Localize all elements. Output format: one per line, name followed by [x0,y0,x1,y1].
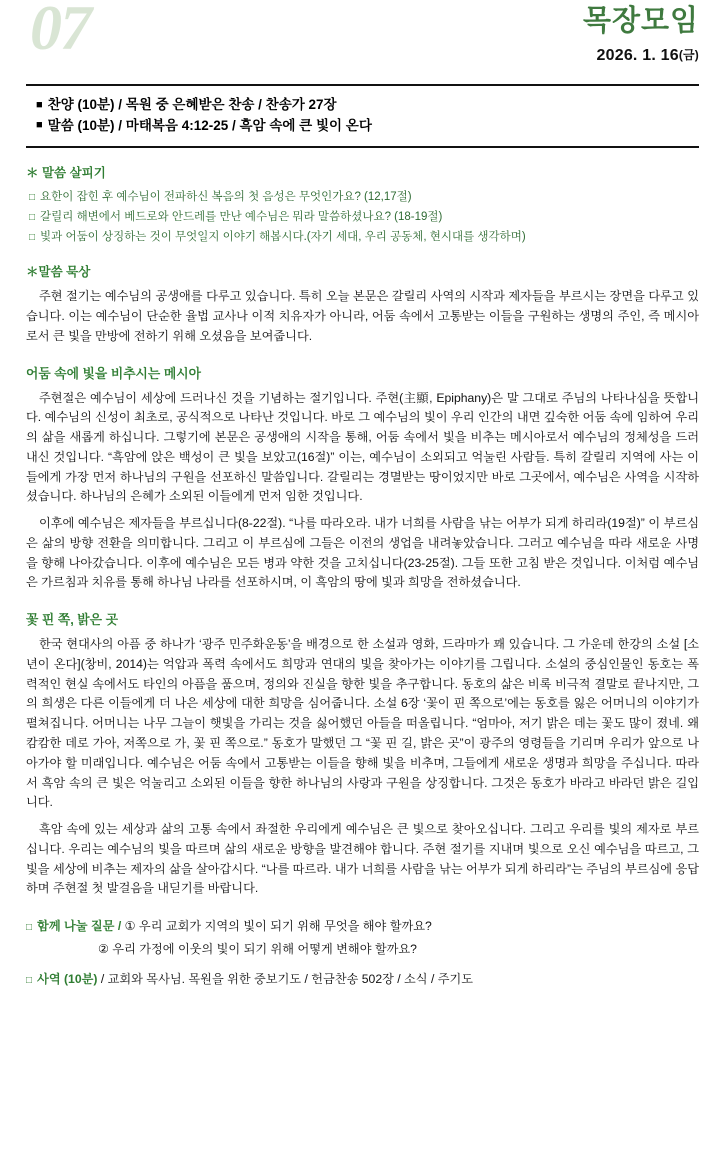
share-questions-line [26,915,699,938]
list-item [26,227,699,247]
footer-block [26,915,699,991]
subsection-title-1: 어둠 속에 빛을 비추시는 메시아 [26,365,201,381]
order-of-service-box [26,84,699,148]
word-study-question-list [26,187,699,247]
ministry-label: 사역 (10분) [37,972,98,987]
question-text: 요한이 잡힌 후 예수님이 전파하신 복음의 첫 음성은 무엇인가요? (12,17절) [40,190,412,203]
ministry-text: / 교회와 목사님. 목원을 위한 중보기도 / 헌금찬송 502장 / 소식 / 주기도 [100,972,474,987]
checkbox-icon: □ [26,922,33,934]
page-title: 목장모임 [582,5,699,37]
lesson-number: 07 [30,0,90,63]
ministry-line [26,968,699,991]
page-header [26,0,699,78]
date-label [583,46,699,65]
question-text: 갈릴리 해변에서 베드로와 안드레를 만난 예수님은 뭐라 말씀하셨나요? (18-19절) [40,210,443,223]
header-right-block [583,6,699,65]
checkbox-icon: □ [29,232,36,244]
question-text: 빛과 어둠이 상징하는 것이 무엇일지 이야기 해봅시다.(자기 세대, 우리 공동체, 현시대를 생각하며) [40,231,526,244]
subsection-title-2: 꽃 핀 쪽, 밝은 곳 [26,612,118,628]
meditation-intro-paragraph: 주현 절기는 예수님의 공생애를 다루고 있습니다. 특히 오늘 본문은 갈릴리 사역의 시작과 제자들을 부르시는 장면을 다루고 있습니다. 이는 예수님이 단순한 율법 교사나 이적 치유자가 아니라, 어둠 속에서 고통받는 이들을 구원하는 생명의 주인, 즉 메시아로서 큰 빛을 만방에 전하기 위해 오셨음을 보여줍니다. [26,289,699,343]
list-item [26,187,699,207]
order-line-praise [36,95,695,116]
order-line-message-text: 말씀 (10분) / 마태복음 4:12-25 / 흑암 속에 큰 빛이 온다 [47,117,372,133]
subsection-2-paragraph-1: 한국 현대사의 아픔 중 하나가 ‘광주 민주화운동’을 배경으로 한 소설과 영화, 드라마가 꽤 있습니다. 그 가운데 한강의 소설 [소년이 온다](창비, 2014)는 억압과 폭력 속에서도 희망과 연대의 빛을 찾아가는 이야기를 그립니다. 소설의 중심인물인 동호는 폭력적인 현실 속에서도 타인의 아픔을 품으며, 정의와 진실을 향한 빛을 추구합니다. 동호의 삶은 비록 비극적 결말로 끝나지만, 그의 희생은 다른 이들에게 더 나은 세상에 대한 희망을 심어줍니다. 소설 6장 ‘꽃이 핀 쪽으로’에는 동호를 잃은 어머니의 이야기가 펼쳐집니다. 어머니는 나무 그늘이 햇빛을 가리는 것을 싫어했던 아들을 떠올립니다. “엄마아, 저기 밝은 데는 꽃도 많이 졌네. 왜 캄캄한 데로 가아, 저쪽으로 가, 꽃 핀 쪽으로.” 동호가 말했던 그 “꽃 핀 길, 밝은 곳”이 광주의 영령들을 기리며 우리가 앞으로 나아가야 할 미래입니다. 예수님은 어둠 속에서 고통받는 이들을 향해 빛을 비추며, 그들에게 새로운 생명과 희망을 주십니다. 따라서 흑암 속의 큰 빛은 억눌리고 소외된 이들을 향한 하나님의 사랑과 구원을 상징합니다. 그것은 동호가 바라고 바라던 밝은 길입니다. [26,637,699,810]
section-heading-meditation: ＊말씀 묵상 [26,265,91,280]
section-heading-word-study: ＊ 말씀 살피기 [26,165,106,180]
order-line-praise-text: 찬양 (10분) / 목원 중 은혜받은 찬송 / 찬송가 27장 [47,97,337,112]
checkbox-icon: □ [26,975,33,987]
subsection-1-paragraph-2: 이후에 예수님은 제자들을 부르십니다(8-22절). “나를 따라오라. 내가 너희를 사람을 낚는 어부가 되게 하리라(19절)” 이 부르심은 삶의 방향 전환을 의미합니다. 그리고 이 부르심에 그들은 이전의 생업을 내려놓았습니다. 그러고 예수님을 따라 새로운 사명을 향해 나아갔습니다. 이후에 예수님은 모든 병과 약한 것을 고치십니다(23-25절). 그들 또한 고침 받은 것입니다. 이처럼 예수님은 가르침과 치유를 통해 하나님 나라를 선포하시며, 이 흑암의 땅에 빛과 희망을 전하셨습니다. [26,516,699,590]
subsection-1-paragraph-1: 주현절은 예수님이 세상에 드러나신 것을 기념하는 절기입니다. 주현(主顯, Epiphany)은 말 그대로 주님의 나타나심을 뜻합니다. 예수님의 신성이 최초로, 공식적으로 나타난 것입니다. 바로 그 예수님의 빛이 우리 인간의 내면 깊숙한 어둠 속에 임하여 우리의 삶을 새롭게 하십니다. 그렇기에 본문은 공생애의 시작을 통해, 어둠 속에서 빛을 비추는 메시아로서 예수님의 정체성을 드러내신 것입니다. “흑암에 앉은 백성이 큰 빛을 보았고(16절)” 이는, 예수님이 소외되고 억눌린 사람들. 특히 갈릴리 지역에 사는 이들에게 가장 먼저 하나님의 구원을 선포하신 말씀입니다. 갈릴리는 경멸받는 땅이었지만 바로 그곳에서, 예수님은 사역을 시작하셨습니다. 하나님의 은혜가 소외된 이들에게 먼저 임한 것입니다. [26,390,699,504]
square-bullet-icon: ■ [36,98,43,111]
checkbox-icon: □ [29,211,36,223]
list-item [26,207,699,227]
square-bullet-icon: ■ [36,119,43,132]
order-line-message [36,116,695,137]
day-of-week: (금) [678,47,699,62]
checkbox-icon: □ [29,191,36,203]
share-question-1: ① 우리 교회가 지역의 빛이 되기 위해 무엇을 해야 할까요? [124,919,432,934]
closing-paragraph: 흑암 속에 있는 세상과 삶의 고통 속에서 좌절한 우리에게 예수님은 큰 빛으로 찾아오십니다. 그리고 우리를 빛의 제자로 부르십니다. 우리는 예수님의 빛을 따르며 삶의 새로운 방향을 발견해야 합니다. 주현 절기를 지내며 빛으로 오신 예수님을 따르고, 그 빛을 세상에 비추는 제자의 삶을 살아갑시다. “나를 따르라. 내가 너희를 사람을 낚는 어부가 되게 하리라”는 주님의 부르심에 응답하며 주현절 첫 발걸음을 내딛기를 바랍니다. [26,822,699,896]
share-questions-label: 함께 나눌 질문 / [37,919,122,934]
share-question-2: ② 우리 가정에 이웃의 빛이 되기 위해 어떻게 변해야 할까요? [98,941,417,956]
date-text: 2026. 1. 16 [596,46,679,64]
